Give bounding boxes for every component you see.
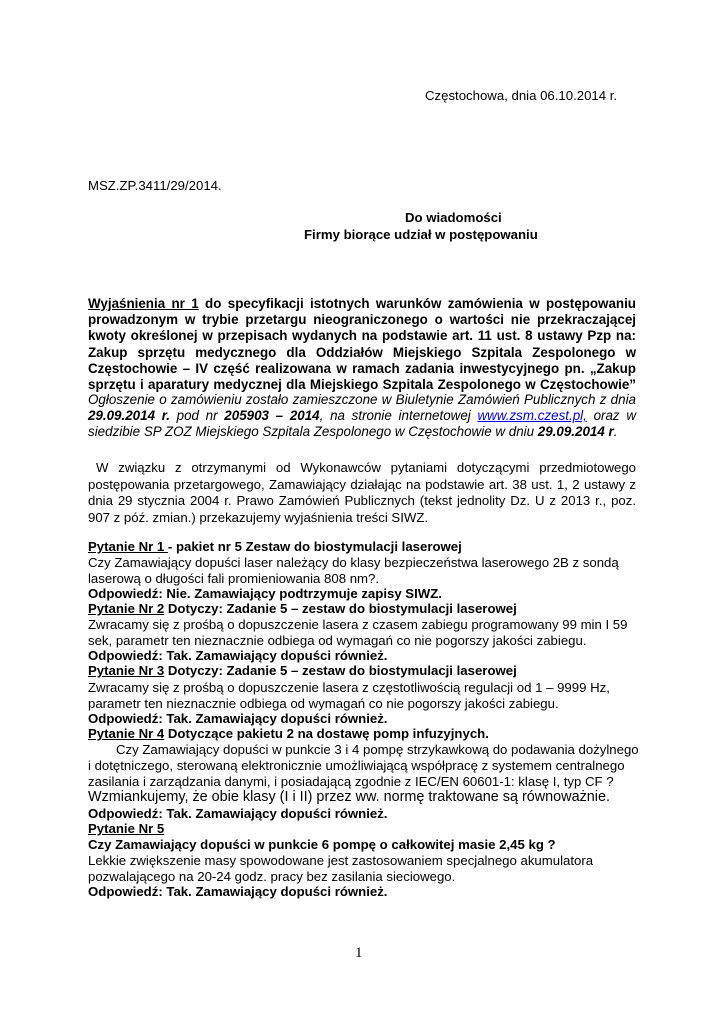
notice-date-2: 29.09.2014 r: [537, 424, 614, 440]
question-4-line-3: zasilania i zarządzania danymi, i posiadającą zgodnie z IEC/EN 60601-1: klasę I, typ CF ?: [88, 774, 614, 789]
notice-date-1: 29.09.2014 r.: [88, 408, 170, 424]
answer-1: Odpowiedź: Nie. Zamawiający podtrzymuje zapisy SIWZ.: [88, 586, 442, 601]
addressee-line-1: Do wiadomości: [405, 210, 502, 225]
question-5-heading: [88, 821, 636, 838]
question-4-heading: [88, 726, 636, 743]
answer-4: Odpowiedź: Tak. Zamawiający dopuści również.: [88, 806, 388, 821]
question-2-line-2: sek, parametr ten nieznacznie odbiega od wymagań co nie pogorszy jakości zabiegu.: [88, 633, 587, 648]
answer-5: Odpowiedź: Tak. Zamawiający dopuści również.: [88, 884, 388, 899]
question-5-line-1: Lekkie zwiększenie masy spowodowane jest zastosowaniem specjalnego akumulatora: [88, 853, 594, 868]
notice-text-3: , na stronie internetowej: [319, 408, 478, 424]
notice-number: 205903 – 2014: [224, 408, 320, 424]
question-4-line-1: Czy Zamawiający dopuści w punkcie 3 i 4 pompę strzykawkową do podawania dożylnego: [116, 742, 639, 757]
question-3-heading: [88, 663, 636, 680]
question-2-line-1: Zwracamy się z prośbą o dopuszczenie lasera z czasem zabiegu programowany 99 min I 59: [88, 617, 628, 632]
question-3-label: Pytanie Nr 3: [88, 663, 165, 678]
notice-text-1: Ogłoszenie o zamówieniu zostało zamieszczone w Biuletynie Zamówień Publicznych z dnia: [88, 392, 636, 407]
question-4-line-2: i dotętniczego, sterowaną elektronicznie umożliwiającą współpracę z systemem centralnego: [88, 758, 625, 773]
question-2-heading: [88, 601, 636, 618]
clarification-intro: [88, 296, 636, 393]
reference-number: MSZ.ZP.3411/29/2014.: [88, 178, 222, 193]
question-5-line-2: pozwalającego na 20-24 godz. pracy bez zasilania sieciowego.: [88, 869, 456, 884]
question-1-heading: [88, 539, 636, 556]
question-5-question: Czy Zamawiający dopuści w punkcie 6 pompę o całkowitej masie 2,45 kg ?: [88, 837, 556, 852]
question-3-title: Dotyczy: Zadanie 5 – zestaw do biostymulacji laserowej: [164, 663, 517, 678]
clarification-number: Wyjaśnienia nr 1: [88, 296, 199, 311]
addressee-line-2: Firmy biorące udział w postępowaniu: [304, 227, 538, 242]
publication-notice: [88, 392, 636, 441]
notice-text-end: .: [613, 424, 618, 440]
question-4-label: Pytanie Nr 4: [88, 726, 165, 741]
question-5-label: Pytanie Nr 5: [88, 821, 165, 836]
question-2-label: Pytanie Nr 2: [88, 601, 165, 616]
body-paragraph: W związku z otrzymanymi od Wykonawców pytaniami dotyczącymi przedmiotowego postępowania przetargowego, Zamawiający działając na podstawie art. 38 ust. 1, 2 ustawy z dnia 29 stycznia 2004 r. Prawo Zamówień Publicznych (tekst jednolity Dz. U z 2013 r., poz. 907 z póź. zmian.) przekazujemy wyjaśnienia treści SIWZ.: [88, 460, 636, 525]
question-1-title: - pakiet nr 5 Zestaw do biostymulacji laserowej: [167, 539, 462, 554]
question-1-line-1: Czy Zamawiający dopuści laser należący do klasy bezpieczeństwa laserowego 2B z sondą: [88, 555, 619, 570]
question-4-title: Dotyczące pakietu 2 na dostawę pomp infuzyjnych.: [164, 726, 489, 741]
notice-text-4: oraz w siedzibie SP ZOZ Miejskiego Szpitala Zespolonego w Częstochowie w dniu: [88, 408, 636, 440]
clarification-subject: do specyfikacji istotnych warunków zamówienia w postępowaniu prowadzonym w trybie przetargu nieograniczonego o wartości nie przekraczającej kwoty określonej w przepisach wydanych na podstawie art. 11 ust. 8 ustawy Pzp na: Zakup sprzętu medycznego dla Oddziałów Miejskiego Szpitala Zespolonego w Częstochowie – IV część realizowana w ramach zadania inwestycyjnego pn. „Zakup sprzętu i aparatury medycznej dla Miejskiego Szpitala Zespolonego w Częstochowie”: [88, 296, 636, 393]
question-1-line-2: laserową o długości fali promieniowania 808 nm?.: [88, 571, 380, 586]
question-4-line-4: Wzmiankujemy, że obie klasy (I i II) przez ww. normę traktowane są równoważnie.: [88, 789, 610, 805]
question-3-line-1: Zwracamy się z prośbą o dopuszczenie lasera z częstotliwością regulacji od 1 – 9999 Hz,: [88, 680, 610, 695]
notice-text-2: pod nr: [169, 408, 225, 424]
answer-2: Odpowiedź: Tak. Zamawiający dopuści również.: [88, 648, 388, 663]
page-number: 1: [355, 945, 363, 961]
question-1-label: Pytanie Nr 1: [88, 539, 168, 554]
place-date: Częstochowa, dnia 06.10.2014 r.: [425, 88, 618, 103]
website-link[interactable]: www.zsm.czest.pl,: [477, 408, 587, 424]
question-3-line-2: parametr ten nieznacznie odbiega od wymagań co nie pogorszy jakości zabiegu.: [88, 696, 559, 711]
answer-3: Odpowiedź: Tak. Zamawiający dopuści również.: [88, 711, 388, 726]
question-2-title: Dotyczy: Zadanie 5 – zestaw do biostymulacji laserowej: [164, 601, 517, 616]
